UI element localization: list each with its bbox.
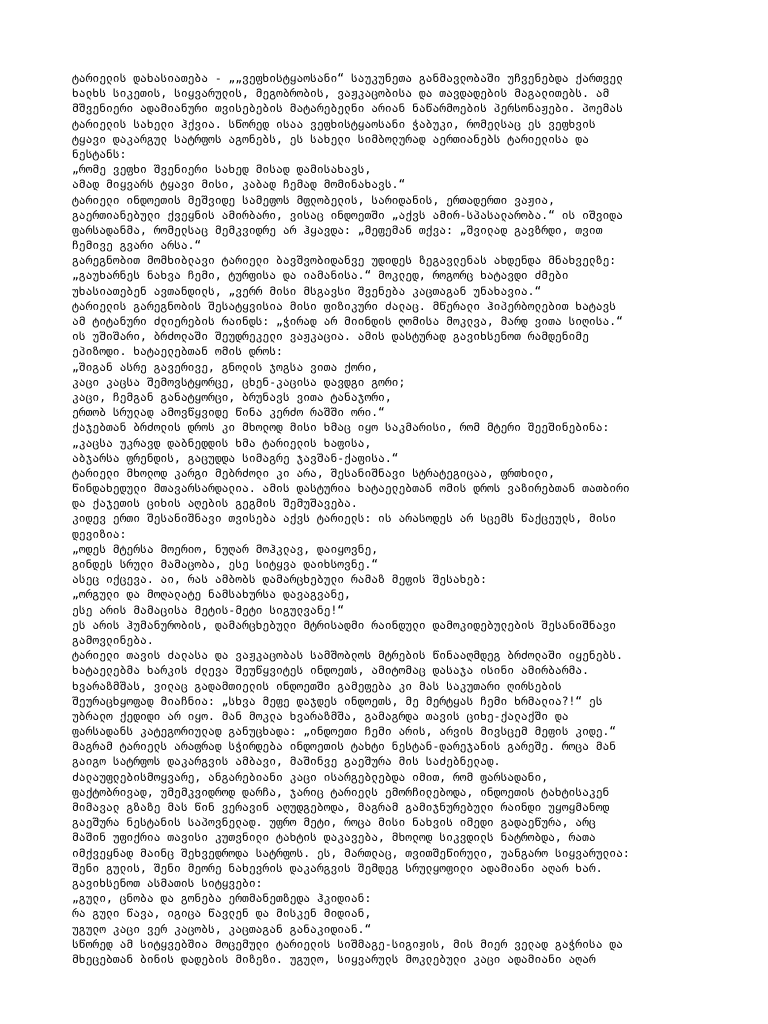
text-line: ძალაუფლებისმოყვარე, ანგარებიანი კაცი ისარგებლებდა იმით, რომ ფარსადანი,: [72, 770, 549, 784]
text-line: კაცი, ჩემგან განატყორცი, ბრუნავს ვითა ტანაჯორი,: [72, 390, 392, 404]
text-line: ხატაელებმა ხარკის ძლევა შეუწყვიტეს ინდოეთს, ამიტომაც დასაჯა ისინი ამირბარმა.: [72, 664, 589, 678]
text-line: აბჯარსა ფრენდის, გაცუდდა სიმაგრე ჯავშან-ქაფისა.“: [72, 451, 399, 465]
text-line: „რომე ვეფხი შვენიერი სახედ მისად დამისახავს,: [72, 163, 372, 177]
text-line: გაერთიანებული ქვეყნის ამირბარი, ვისაც ინდოეთში „აქვს ამირ-სპასალარობა.“ ის იშვიდა: [72, 208, 623, 222]
text-line: გავიხსენოთ ასმათის სიტყვები:: [72, 876, 263, 890]
text-line: „ოდეს მტერსა მოერიო, ნუღარ მოჰკლავ, დაიყოვნე,: [72, 542, 379, 556]
text-line: მიმავალ გზაზე მას წინ ვერავინ აღუდგებოდა, მაგრამ გამიჯნურებული რაინდი უყოყმანოდ: [72, 801, 610, 814]
text-line: მაშინ უფიქრია თავისი კუთვნილი ტახტის დაკავება, მხოლოდ სიკვდილს ნატრობდა, რათა: [72, 831, 596, 845]
text-line: გინდეს სრული მამაცობა, ესე სიტყვა დაიხსოვნე.“: [72, 558, 379, 571]
text-line: ხვარაზმშას, ვილაც გადამთიელის ინდოეთში გამეფება კი მას საკუთარი ღირსების: [72, 679, 562, 693]
text-line: ასეც იქცევა. აი, რას ამბობს დამარცხებული რამაზ მეფის შესახებ:: [72, 573, 487, 587]
text-line: გამოვლინება.: [72, 633, 154, 647]
text-line: ტარიელის გარეგნობის შესატყვისია მისი ფიზიკური ძალაც. მწერალი ჰიპერბოლებით ხატავს: [72, 299, 617, 313]
text-line: იმქვეყნად მაინც შეხვედროდა სატრფოს. ეს, მართლაც, თვითშეწირული, უანგარო სიყვარულია:: [72, 846, 630, 860]
text-line: „შიგან ასრე გავერივე, გნოლის ჯოგსა ვითა ქორი,: [72, 360, 379, 374]
text-line: „გული, ცნობა და გონება ერთმანეთზედა ჰკიდიან:: [72, 892, 372, 906]
text-line: მშვენიერი ადამიანური თვისებების მატარებელნი არიან ნაწარმოების პერსონაჟები. პოემას: [72, 102, 623, 116]
text-line: „კაცსა უკრავდ დაბნედდის ხმა ტარიელის ხაფისა,: [72, 436, 372, 450]
text-line: ფაქტობრივად, უმემკვიდროდ დარჩა, ჯარიც ტარიელს ემორჩილებოდა, ინდოეთის ტახტისაკენ: [72, 785, 610, 799]
text-line: ესე არის მამაცისა მეტის-მეტი სიგულვანე!“: [72, 603, 345, 617]
text-line: ამად მიყვარს ტყავი მისი, კაბად ჩემად მომინახავს.“: [72, 178, 406, 192]
text-line: ტყავი დაკარგულ სატრფოს აგონებს, ეს სახელი სიმბოლურად აერთიანებს ტარიელისა და: [72, 132, 589, 146]
text-line: მაგრამ ტარიელს არაფრად სჭირდება ინდოეთის ტახტი ნესტან-დარეჯანის გარეშე. როცა მან: [72, 740, 617, 754]
text-line: ქაჯებთან ბრძოლის დროს კი მხოლოდ მისი ხმაც იყო საკმარისი, რომ მტერი შეეშინებინა:: [72, 421, 610, 435]
text-line: ტარიელი მხოლოდ კარგი მებრძოლი კი არა, შესანიშნავი სტრატეგიცაა, ფრთხილი,: [72, 466, 555, 480]
text-line: ეს არის ჰუმანურობის, დამარცხებული მტრისადმი რაინდული დამოკიდებულების შესანიშნავი: [72, 618, 617, 632]
text-line: გაეშურა ნესტანის საპოვნელად. უფრო მეტი, როცა მისი ნახვის იმედი გადაეწურა, არც: [72, 816, 596, 830]
text-line: შენი გულის, შენი მეორე ნახევრის დაკარგვის შემდეგ სრულყოფილი ადამიანი აღარ ხარ.: [72, 861, 603, 875]
text-line: ფარსადანმა, რომელსაც მემკვიდრე არ ჰყავდა: „მეფემან თქვა: „შვილად გავზრდი, თვით: [72, 223, 603, 237]
text-line: წინდახედული მთავარსარდალია. ამის დასტურია ხატაელებთან ომის დროს ვაზირებთან თათბირი: [72, 482, 630, 496]
text-line: ამ ტიტანური ძლიერების რაინდს: „ჭირად არ მიინდის ღომისა მოკლვა, მარდ ვითა სიღისა.“: [72, 315, 623, 328]
document-text-body: [72, 71, 712, 967]
text-line: ფარსადანს კატეგორიულად განუცხადა: „ინდოეთი ჩემი არის, არვის მივსცემ მეფის კიდე.“: [72, 725, 617, 739]
text-line: „გაუხარნეს ნახვა ჩემი, ტურფისა და იამანისა.“ მოკლედ, როგორც ხატავდი ძმები: [72, 269, 569, 283]
text-line: კიდევ ერთი შესანიშნავი თვისება აქვს ტარიელს: ის არასოდეს არ სცემს წაქცეულს, მისი: [72, 512, 617, 526]
text-line: ხალხს სიკეთის, სიყვარულის, მეგობრობის, ვაჟკაცობისა და თავდადების მაგალითებს. ამ: [72, 87, 610, 101]
text-line: უგულო კაცი ვერ კაცობს, კაცთაგან განაკიდიან.“: [72, 922, 372, 936]
text-line: ტარიელის სახელი ჰქვია. სწორედ ისაა ვეფხისტყაოსანი ჭაბუკი, რომელსაც ეს ვეფხვის: [72, 117, 596, 131]
text-line: სწორედ ამ სიტყვებშია მოცემული ტარიელის სიშმაგე-სიგიჟის, მის მიერ ველად გაჭრისა და: [72, 937, 623, 951]
text-line: ტარიელი ინდოეთის მეშვიდე სამეფოს მფლობელის, სარიდანის, ერთადერთი ვაჟია,: [72, 193, 555, 207]
text-line: კაცი კაცსა შემოვსტყორცე, ცხენ-კაცისა დავდგი გორი;: [72, 375, 406, 389]
text-line: ტარიელი თავის ძალასა და ვაჟკაცობას სამშობლოს მტრების წინააღმდეგ ბრძოლაში იყენებს.: [72, 649, 623, 663]
text-line: შეურაცხყოფად მიაჩნია: „სხვა მეფე დაჯდეს ინდოეთს, მე მერტყას ჩემი ხრმალია?!“ ეს: [72, 694, 603, 708]
text-line: დევიზია:: [72, 527, 127, 541]
text-line: ის უშიშარი, ბრძოლაში შეუდრეკელი ვაჟკაცია. ამის დასტურად გავიხსენოთ რამდენიმე: [72, 330, 589, 344]
text-line: ჩემივე გვარი არსა.“: [72, 239, 202, 253]
text-line: ტარიელის დახასიათება - „„ვეფხისტყაოსანი“ საუკუნეთა განმავლობაში უჩვენებდა ქართველ: [72, 72, 623, 85]
text-line: უხასიათებენ ავთანდილს, „ვერრ მისი მსგავსი შვენება კაცთაგან უნახავია.“: [72, 284, 542, 298]
text-line: ერთობ სრულად ამოვწყვიდე წინა კერძო რაშში ორი.“: [72, 406, 385, 420]
text-line: „ორგული და მოღალატე ნამსახურსა დავაგვანე,: [72, 588, 351, 602]
text-line: გარეგნობით მომხიბლავი ტარიელი ბავშვობიდანვე უდიდეს ზეგავლენას ახდენდა მნახველზე:: [72, 254, 617, 268]
text-line: ნესტანს:: [72, 147, 127, 161]
text-line: რა გული წავა, იგიცა წავლენ და მისკენ მიდიან,: [72, 907, 372, 921]
text-line: და ქაჯეთის ციხის აღების გეგმის შემუშავება.: [72, 497, 358, 511]
text-line: მხეცებთან ბინის დადების მიზეზი. უგულო, სიყვარულს მოკლებული კაცი ადამიანი აღარ: [72, 952, 596, 966]
text-line: გაიგო სატრფოს დაკარგვის ამბავი, მაშინვე გაეშურა მის საძებნელად.: [72, 755, 501, 769]
text-line: ეპიზოდი. ხატაელებთან ომის დროს:: [72, 345, 283, 359]
text-line: უბრალო ქედიდი არ იყო. მან მოკლა ხვარაზმშა, გამაგრდა თავის ციხე-ქალაქში და: [72, 709, 569, 723]
